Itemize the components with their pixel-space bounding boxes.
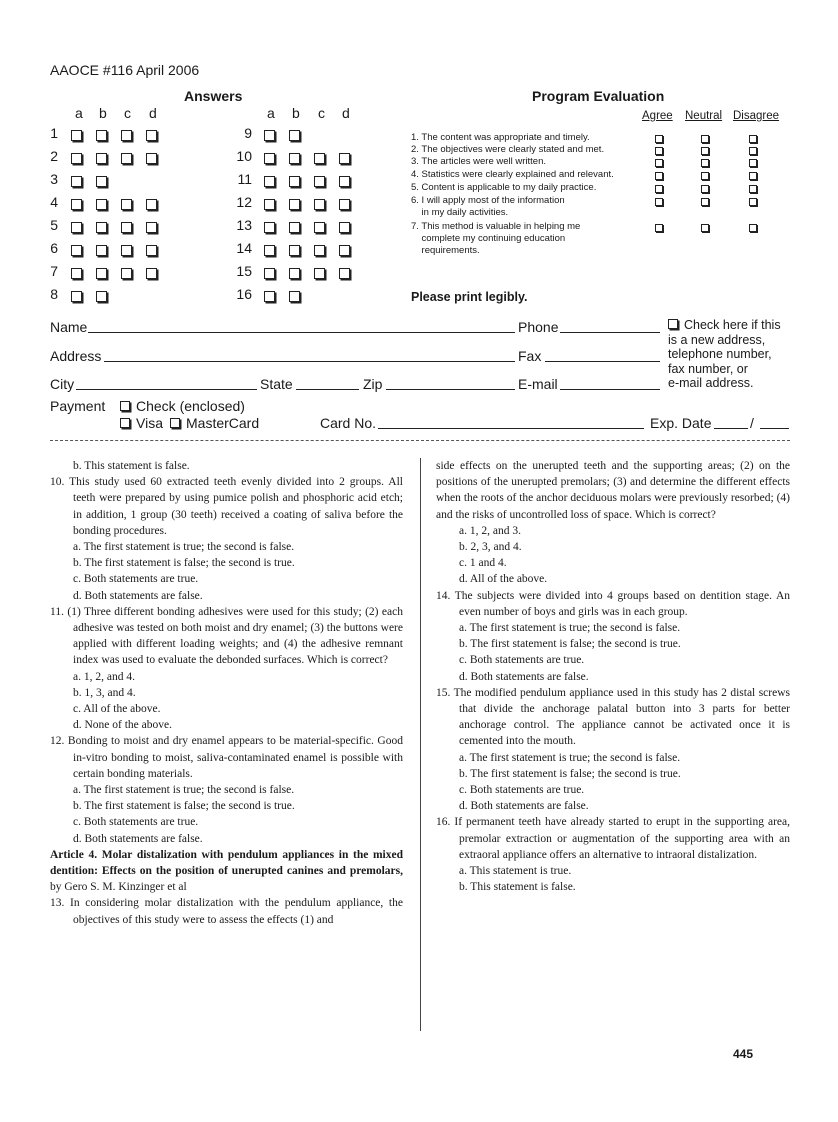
answer-number-right: 10 bbox=[236, 148, 252, 164]
answer-checkbox[interactable] bbox=[339, 222, 350, 233]
answer-checkbox[interactable] bbox=[314, 245, 325, 256]
answer-checkbox[interactable] bbox=[71, 130, 82, 141]
answer-number-right: 12 bbox=[236, 194, 252, 210]
answer-checkbox[interactable] bbox=[289, 199, 300, 210]
answer-option: a. The first statement is true; the second is false. bbox=[73, 784, 295, 797]
answer-checkbox[interactable] bbox=[264, 291, 275, 302]
visa-option[interactable]: Visa bbox=[120, 415, 163, 431]
phone-label: Phone bbox=[518, 319, 559, 335]
answer-checkbox[interactable] bbox=[146, 153, 157, 164]
check-enclosed-checkbox[interactable] bbox=[120, 401, 130, 411]
agree-checkbox[interactable] bbox=[655, 224, 663, 232]
neutral-checkbox[interactable] bbox=[701, 224, 709, 232]
answer-option: c. Both statements are true. bbox=[73, 816, 199, 829]
email-label: E-mail bbox=[518, 376, 558, 392]
question-text: 13. In considering molar distalization with the pendulum appliance, the objectives of this study were to assess the effects (1) and bbox=[50, 897, 403, 926]
answer-checkbox[interactable] bbox=[264, 245, 275, 256]
answer-number-left: 1 bbox=[50, 125, 58, 141]
neutral-checkbox[interactable] bbox=[701, 135, 709, 143]
neutral-checkbox[interactable] bbox=[701, 198, 709, 206]
new-address-checkbox[interactable] bbox=[668, 319, 678, 329]
address-label: Address bbox=[50, 348, 102, 364]
answer-checkbox[interactable] bbox=[289, 176, 300, 187]
question-text: 14. The subjects were divided into 4 groups based on dentition stage. An even number of boys and girls was in each group. bbox=[436, 589, 790, 618]
question-text: side effects on the unerupted teeth and the supporting areas; (2) on the positions of the unerupted premolars; (3) and determine the different effects when the roots of the anchor deciduous molars were previously resorbed; (4) and the risks of uncontrolled loss of space. Which is correct? bbox=[436, 460, 790, 521]
exp-month-field[interactable] bbox=[714, 428, 748, 429]
answer-checkbox[interactable] bbox=[96, 222, 107, 233]
answer-checkbox[interactable] bbox=[339, 176, 350, 187]
payment-label: Payment bbox=[50, 398, 106, 414]
answer-checkbox[interactable] bbox=[71, 222, 82, 233]
answer-checkbox[interactable] bbox=[121, 153, 132, 164]
new-address-note: Check here if this is a new address, telephone number, fax number, or e-mail address. bbox=[668, 318, 781, 390]
answer-checkbox[interactable] bbox=[96, 291, 107, 302]
article-heading: Article 4. Molar distalization with pendulum appliances in the mixed dentition: Effects on the position of unerupted canines and premolars, by Gero S. M. Kinzinger et al bbox=[50, 848, 403, 894]
answer-option: b. The first statement is false; the second is true. bbox=[459, 638, 681, 651]
neutral-checkbox[interactable] bbox=[701, 147, 709, 155]
answer-checkbox[interactable] bbox=[289, 153, 300, 164]
evaluation-item: 5. Content is applicable to my daily practice. bbox=[411, 182, 597, 193]
answer-option: a. This statement is true. bbox=[459, 865, 572, 878]
mastercard-checkbox[interactable] bbox=[170, 418, 180, 428]
disagree-checkbox[interactable] bbox=[749, 185, 757, 193]
answer-checkbox[interactable] bbox=[339, 199, 350, 210]
zip-field[interactable] bbox=[386, 389, 515, 390]
answer-number-right: 9 bbox=[244, 125, 252, 141]
answer-checkbox[interactable] bbox=[71, 176, 82, 187]
answer-number-right: 15 bbox=[236, 263, 252, 279]
answer-option: c. Both statements are true. bbox=[73, 573, 199, 586]
question-text: 16. If permanent teeth have already started to erupt in the supporting area, premolar extraction or augmentation of the supporting area with an extraoral appliance offers an alternative to intraoral distalization. bbox=[436, 816, 790, 861]
answer-checkbox[interactable] bbox=[71, 268, 82, 279]
page-number: 445 bbox=[733, 1047, 754, 1061]
answer-number-left: 3 bbox=[50, 171, 58, 187]
evaluation-item: 7. This method is valuable in helping me complete my continuing education requirements. bbox=[411, 221, 581, 256]
answer-checkbox[interactable] bbox=[314, 222, 325, 233]
evaluation-item: 6. I will apply most of the information in my daily activities. bbox=[411, 195, 565, 218]
name-field[interactable] bbox=[88, 332, 515, 333]
answer-checkbox[interactable] bbox=[96, 268, 107, 279]
answer-checkbox[interactable] bbox=[71, 291, 82, 302]
answer-number-left: 6 bbox=[50, 240, 58, 256]
evaluation-item: 1. The content was appropriate and timely. bbox=[411, 132, 590, 143]
answer-checkbox[interactable] bbox=[96, 199, 107, 210]
phone-field[interactable] bbox=[560, 332, 660, 333]
state-label: State bbox=[260, 376, 293, 392]
answer-checkbox[interactable] bbox=[146, 222, 157, 233]
left-text-column bbox=[50, 458, 403, 928]
exp-date-label: Exp. Date bbox=[650, 415, 712, 431]
city-label: City bbox=[50, 376, 75, 392]
fax-field[interactable] bbox=[545, 361, 660, 362]
check-enclosed-option[interactable]: Check (enclosed) bbox=[120, 398, 245, 414]
answer-option: c. 1 and 4. bbox=[459, 557, 507, 570]
answer-checkbox[interactable] bbox=[289, 291, 300, 302]
answer-checkbox[interactable] bbox=[314, 176, 325, 187]
answer-checkbox[interactable] bbox=[264, 130, 275, 141]
answer-option: b. The first statement is false; the second is true. bbox=[73, 800, 295, 813]
letter-a: a bbox=[75, 105, 83, 121]
answer-option: a. 1, 2, and 4. bbox=[73, 670, 135, 683]
answer-checkbox[interactable] bbox=[96, 176, 107, 187]
answer-number-right: 16 bbox=[236, 286, 252, 302]
answer-option: b. 1, 3, and 4. bbox=[73, 686, 136, 699]
answer-option: d. All of the above. bbox=[459, 573, 548, 586]
answer-checkbox[interactable] bbox=[339, 268, 350, 279]
answer-option: d. Both statements are false. bbox=[459, 670, 589, 683]
letter-a: a bbox=[267, 105, 275, 121]
evaluation-title: Program Evaluation bbox=[532, 88, 665, 104]
answer-number-left: 8 bbox=[50, 286, 58, 302]
answer-number-left: 7 bbox=[50, 263, 58, 279]
visa-checkbox[interactable] bbox=[120, 418, 130, 428]
evaluation-item: 4. Statistics were clearly explained and relevant. bbox=[411, 169, 614, 180]
agree-checkbox[interactable] bbox=[655, 198, 663, 206]
disagree-checkbox[interactable] bbox=[749, 172, 757, 180]
answer-option: b. The first statement is false; the second is true. bbox=[459, 767, 681, 780]
answer-option: b. This statement is false. bbox=[73, 460, 190, 472]
answer-checkbox[interactable] bbox=[264, 268, 275, 279]
exp-slash: / bbox=[750, 415, 754, 431]
answer-option: a. The first statement is true; the second is false. bbox=[459, 622, 681, 635]
agree-checkbox[interactable] bbox=[655, 147, 663, 155]
answer-checkbox[interactable] bbox=[314, 153, 325, 164]
answer-number-left: 5 bbox=[50, 217, 58, 233]
answer-checkbox[interactable] bbox=[264, 222, 275, 233]
answer-option: c. Both statements are true. bbox=[459, 784, 585, 797]
question-text: 15. The modified pendulum appliance used in this study has 2 distal screws that divide the anchorage palatal button into 3 parts for better anchorage control. The appliance cannot be activated once it is cemented into the mouth. bbox=[436, 686, 790, 748]
question-text: 12. Bonding to moist and dry enamel appears to be material-specific. Good in-vitro bonding to moist, saliva-contaminated enamel is possible with certain bonding materials. bbox=[50, 735, 403, 780]
answer-checkbox[interactable] bbox=[71, 245, 82, 256]
answer-checkbox[interactable] bbox=[264, 176, 275, 187]
column-divider bbox=[420, 458, 421, 1031]
disagree-checkbox[interactable] bbox=[749, 147, 757, 155]
eval-col-disagree: Disagree bbox=[733, 110, 780, 122]
answer-checkbox[interactable] bbox=[339, 245, 350, 256]
answer-checkbox[interactable] bbox=[96, 130, 107, 141]
address-field[interactable] bbox=[104, 361, 515, 362]
answer-checkbox[interactable] bbox=[264, 199, 275, 210]
disagree-checkbox[interactable] bbox=[749, 135, 757, 143]
evaluation-item: 3. The articles were well written. bbox=[411, 156, 546, 167]
answer-checkbox[interactable] bbox=[146, 268, 157, 279]
disagree-checkbox[interactable] bbox=[749, 198, 757, 206]
letter-c: c bbox=[124, 105, 131, 121]
name-label: Name bbox=[50, 319, 88, 335]
eval-col-agree: Agree bbox=[642, 110, 673, 122]
neutral-checkbox[interactable] bbox=[701, 172, 709, 180]
letter-c: c bbox=[318, 105, 325, 121]
answer-option: a. 1, 2, and 3. bbox=[459, 524, 521, 537]
answer-option: d. Both statements are false. bbox=[73, 832, 203, 845]
answer-option: b. The first statement is false; the second is true. bbox=[73, 557, 295, 570]
answer-checkbox[interactable] bbox=[314, 199, 325, 210]
answer-number-left: 2 bbox=[50, 148, 58, 164]
answers-title: Answers bbox=[184, 88, 243, 104]
answer-number-left: 4 bbox=[50, 194, 58, 210]
answer-checkbox[interactable] bbox=[71, 199, 82, 210]
cut-line bbox=[50, 440, 790, 441]
print-legibly-note: Please print legibly. bbox=[411, 290, 528, 304]
letter-b: b bbox=[99, 105, 107, 121]
disagree-checkbox[interactable] bbox=[749, 224, 757, 232]
mastercard-option[interactable]: MasterCard bbox=[170, 415, 259, 431]
header-title: AAOCE #116 April 2006 bbox=[50, 62, 200, 78]
card-no-field[interactable] bbox=[378, 428, 644, 429]
agree-checkbox[interactable] bbox=[655, 185, 663, 193]
answer-number-right: 14 bbox=[236, 240, 252, 256]
answer-number-right: 11 bbox=[237, 171, 252, 187]
fax-label: Fax bbox=[518, 348, 542, 364]
answer-option: d. None of the above. bbox=[73, 719, 172, 732]
answer-option: a. The first statement is true; the second is false. bbox=[459, 751, 681, 764]
answer-option: a. The first statement is true; the second is false. bbox=[73, 541, 295, 554]
answer-checkbox[interactable] bbox=[146, 130, 157, 141]
answer-option: c. All of the above. bbox=[73, 703, 161, 716]
zip-label: Zip bbox=[363, 376, 383, 392]
disagree-checkbox[interactable] bbox=[749, 159, 757, 167]
answer-checkbox[interactable] bbox=[314, 268, 325, 279]
evaluation-item: 2. The objectives were clearly stated and met. bbox=[411, 144, 605, 155]
answer-option: b. This statement is false. bbox=[459, 881, 576, 894]
state-field[interactable] bbox=[296, 389, 359, 390]
agree-checkbox[interactable] bbox=[655, 159, 663, 167]
answer-checkbox[interactable] bbox=[121, 199, 132, 210]
email-field[interactable] bbox=[560, 389, 660, 390]
question-text: 10. This study used 60 extracted teeth evenly divided into 2 groups. All teeth were prepared by using pumice polish and phosphoric acid etch; in addition, 1 group (30 teeth) received a coating of saliva before the bonding procedures. bbox=[50, 476, 403, 537]
answer-checkbox[interactable] bbox=[96, 153, 107, 164]
right-text-column bbox=[436, 458, 790, 895]
card-no-label: Card No. bbox=[320, 415, 377, 431]
answer-checkbox[interactable] bbox=[71, 153, 82, 164]
agree-checkbox[interactable] bbox=[655, 172, 663, 180]
agree-checkbox[interactable] bbox=[655, 135, 663, 143]
letter-d: d bbox=[342, 105, 350, 121]
answer-checkbox[interactable] bbox=[121, 268, 132, 279]
eval-col-neutral: Neutral bbox=[685, 110, 723, 122]
answer-option: d. Both statements are false. bbox=[73, 589, 203, 602]
answer-checkbox[interactable] bbox=[289, 268, 300, 279]
neutral-checkbox[interactable] bbox=[701, 185, 709, 193]
answer-checkbox[interactable] bbox=[289, 222, 300, 233]
answer-option: d. Both statements are false. bbox=[459, 800, 589, 813]
answer-option: c. Both statements are true. bbox=[459, 654, 585, 667]
answer-checkbox[interactable] bbox=[121, 245, 132, 256]
answer-checkbox[interactable] bbox=[146, 245, 157, 256]
answer-checkbox[interactable] bbox=[289, 130, 300, 141]
answer-checkbox[interactable] bbox=[289, 245, 300, 256]
letter-d: d bbox=[149, 105, 157, 121]
exp-year-field[interactable] bbox=[760, 428, 789, 429]
answer-checkbox[interactable] bbox=[339, 153, 350, 164]
answer-checkbox[interactable] bbox=[146, 199, 157, 210]
neutral-checkbox[interactable] bbox=[701, 159, 709, 167]
answer-checkbox[interactable] bbox=[121, 222, 132, 233]
city-field[interactable] bbox=[76, 389, 257, 390]
answer-number-right: 13 bbox=[236, 217, 252, 233]
answer-checkbox[interactable] bbox=[121, 130, 132, 141]
answer-option: b. 2, 3, and 4. bbox=[459, 541, 522, 554]
letter-b: b bbox=[292, 105, 300, 121]
question-text: 11. (1) Three different bonding adhesives were used for this study; (2) each adhesive was tested on both moist and dry enamel; (3) the buttons were applied with different loading weights; and (4) the adhesive remnant index was used to evaluate the debonded surfaces. Which is correct? bbox=[50, 605, 403, 667]
answer-checkbox[interactable] bbox=[264, 153, 275, 164]
answer-checkbox[interactable] bbox=[96, 245, 107, 256]
